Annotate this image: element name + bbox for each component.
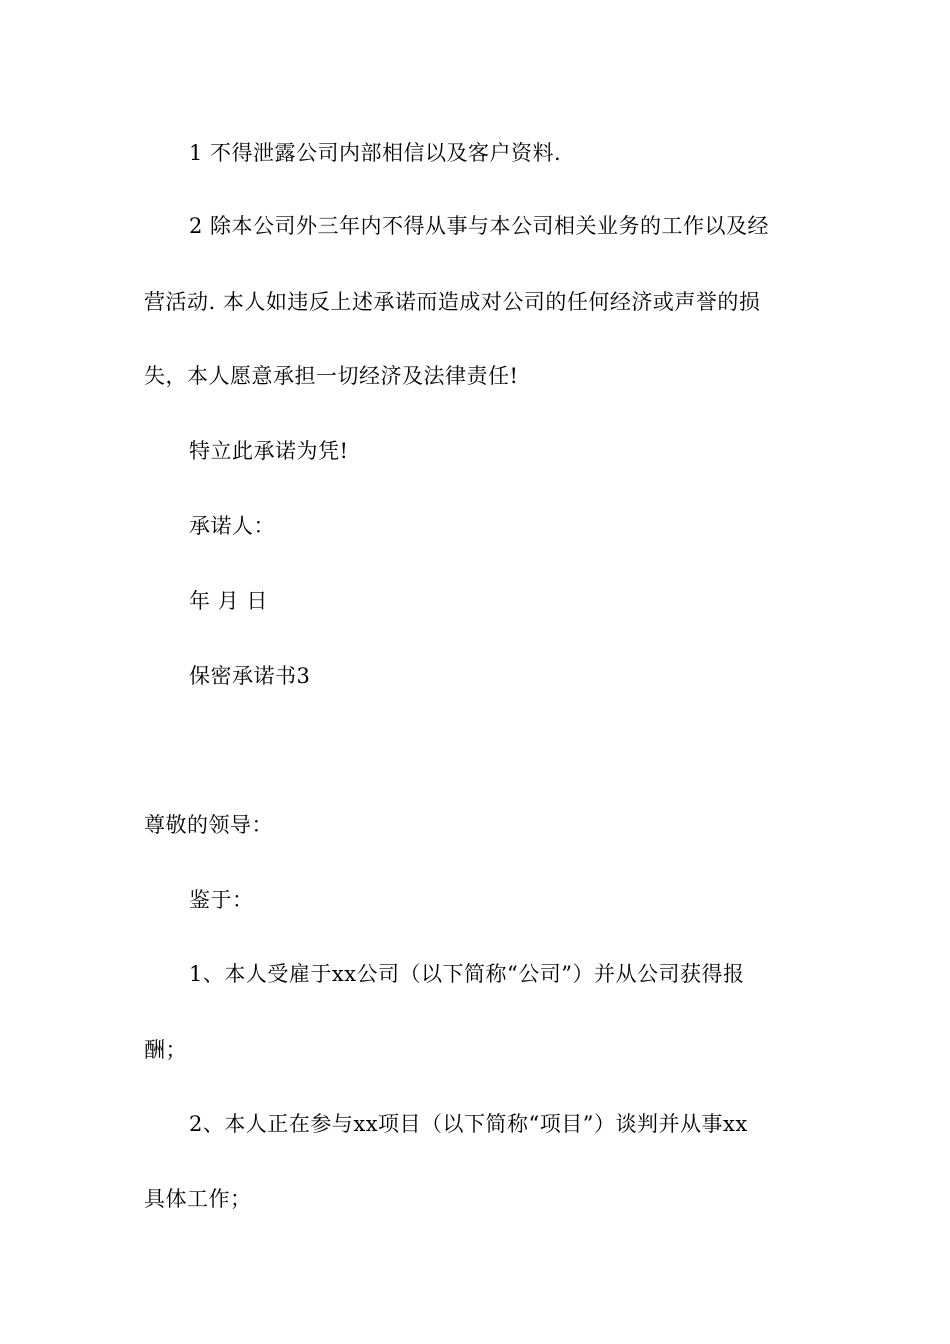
date-line: 年 月 日 <box>189 589 268 613</box>
paragraph-line: 鉴于： <box>189 888 254 912</box>
section-title: 保密承诺书3 <box>189 664 311 688</box>
paragraph-line: 1、本人受雇于xx公司（以下简称“公司”）并从公司获得报 <box>189 962 745 986</box>
paragraph-line: 酬； <box>144 1038 187 1062</box>
signature-label: 承诺人： <box>189 514 275 538</box>
paragraph-line: 具体工作； <box>144 1187 252 1211</box>
paragraph-line: 特立此承诺为凭! <box>189 439 349 463</box>
paragraph-line: 营活动. 本人如违反上述承诺而造成对公司的任何经济或声誉的损 <box>144 290 761 314</box>
paragraph-line: 失，本人愿意承担一切经济及法律责任! <box>144 364 519 388</box>
paragraph-line: 2、本人正在参与xx项目（以下简称“项目”）谈判并从事xx <box>189 1112 748 1136</box>
salutation: 尊敬的领导： <box>144 813 273 837</box>
paragraph-line: 2 除本公司外三年内不得从事与本公司相关业务的工作以及经 <box>189 214 770 238</box>
paragraph-line: 1 不得泄露公司内部相信以及客户资料. <box>189 141 562 165</box>
